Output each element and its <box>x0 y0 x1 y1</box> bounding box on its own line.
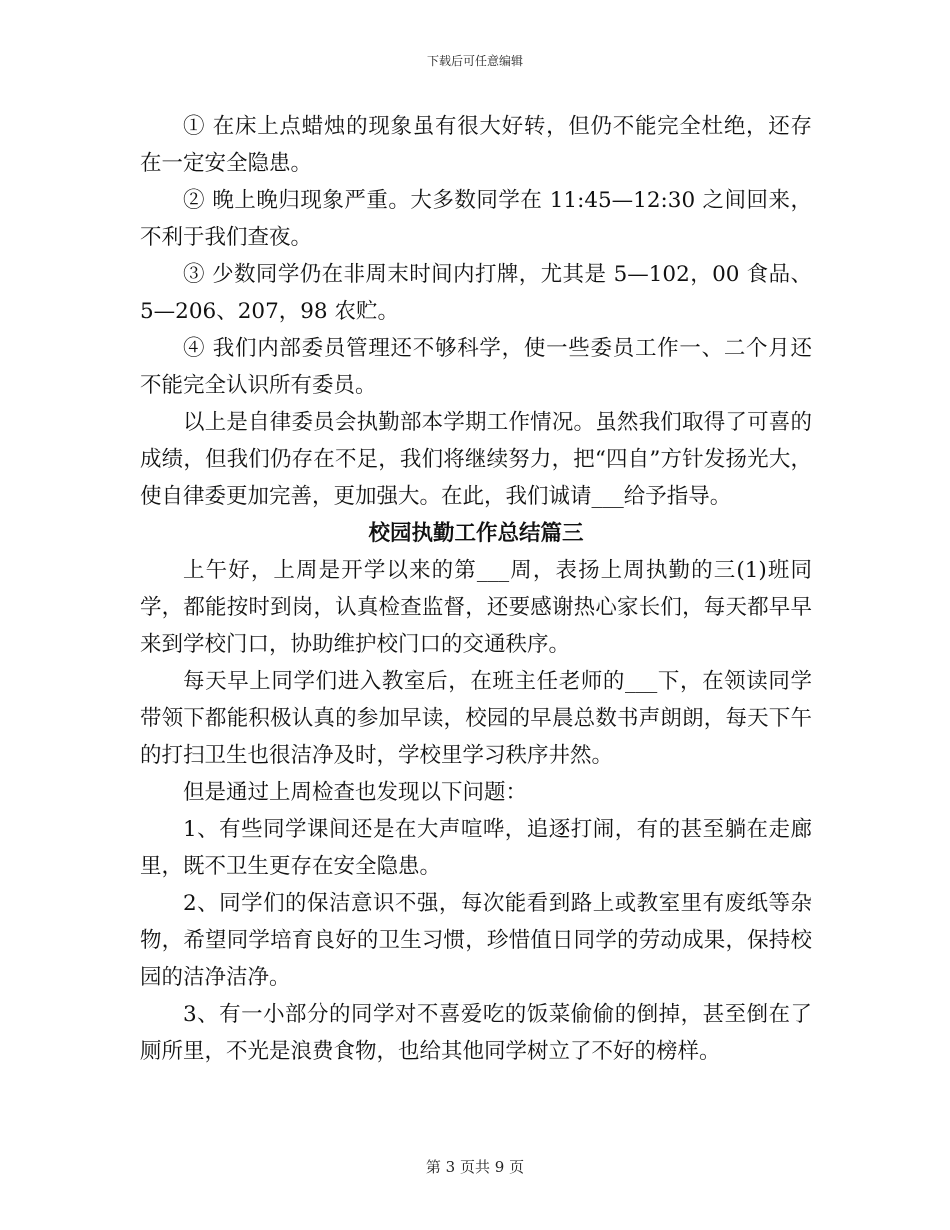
paragraph-issue-1: 1、有些同学课间还是在大声喧哗，追逐打闹，有的甚至躺在走廊里，既不卫生更存在安全隐患。 <box>140 817 812 879</box>
paragraph-morning: 每天早上同学们进入教室后，在班主任老师的___下，在领读同学带领下都能积极认真的参加早读，校园的早晨总数书声朗朗，每天下午的打扫卫生也很洁净及时，学校里学习秩序井然。 <box>140 669 812 768</box>
paragraph-summary: 以上是自律委员会执勤部本学期工作情况。虽然我们取得了可喜的成绩，但我们仍存在不足，我们将继续努力，把“四自”方针发扬光大，使自律委更加完善，更加强大。在此，我们诚请___给予指导。 <box>140 410 812 509</box>
paragraph-intro: 上午好，上周是开学以来的第___周，表扬上周执勤的三(1)班同学，都能按时到岗，认真检查监督，还要感谢热心家长们，每天都早早来到学校门口，协助维护校门口的交通秩序。 <box>140 558 812 657</box>
paragraph-item-2: ② 晚上晚归现象严重。大多数同学在 11:45—12:30 之间回来，不利于我们查夜。 <box>140 188 812 250</box>
document-body <box>140 108 812 1070</box>
paragraph-issue-2: 2、同学们的保洁意识不强，每次能看到路上或教室里有废纸等杂物，希望同学培育良好的卫生习惯，珍惜值日同学的劳动成果，保持校园的洁净洁净。 <box>140 891 812 990</box>
paragraph-issues-lead: 但是通过上周检查也发现以下问题： <box>183 780 528 805</box>
paragraph-item-4: ④ 我们内部委员管理还不够科学，使一些委员工作一、二个月还不能完全认识所有委员。 <box>140 336 812 398</box>
paragraph-issue-3: 3、有一小部分的同学对不喜爱吃的饭菜偷偷的倒掉，甚至倒在了厕所里，不光是浪费食物，也给其他同学树立了不好的榜样。 <box>140 1002 812 1064</box>
section-heading: 校园执勤工作总结篇三 <box>368 521 584 546</box>
page-header: 下载后可任意编辑 <box>426 54 523 68</box>
paragraph-item-1: ① 在床上点蜡烛的现象虽有很大好转，但仍不能完全杜绝，还存在一定安全隐患。 <box>140 114 812 176</box>
page-footer: 第 3 页共 9 页 <box>425 1158 525 1176</box>
paragraph-item-3: ③ 少数同学仍在非周末时间内打牌，尤其是 5—102，00 食品、5—206、207，98 农贮。 <box>140 262 812 324</box>
